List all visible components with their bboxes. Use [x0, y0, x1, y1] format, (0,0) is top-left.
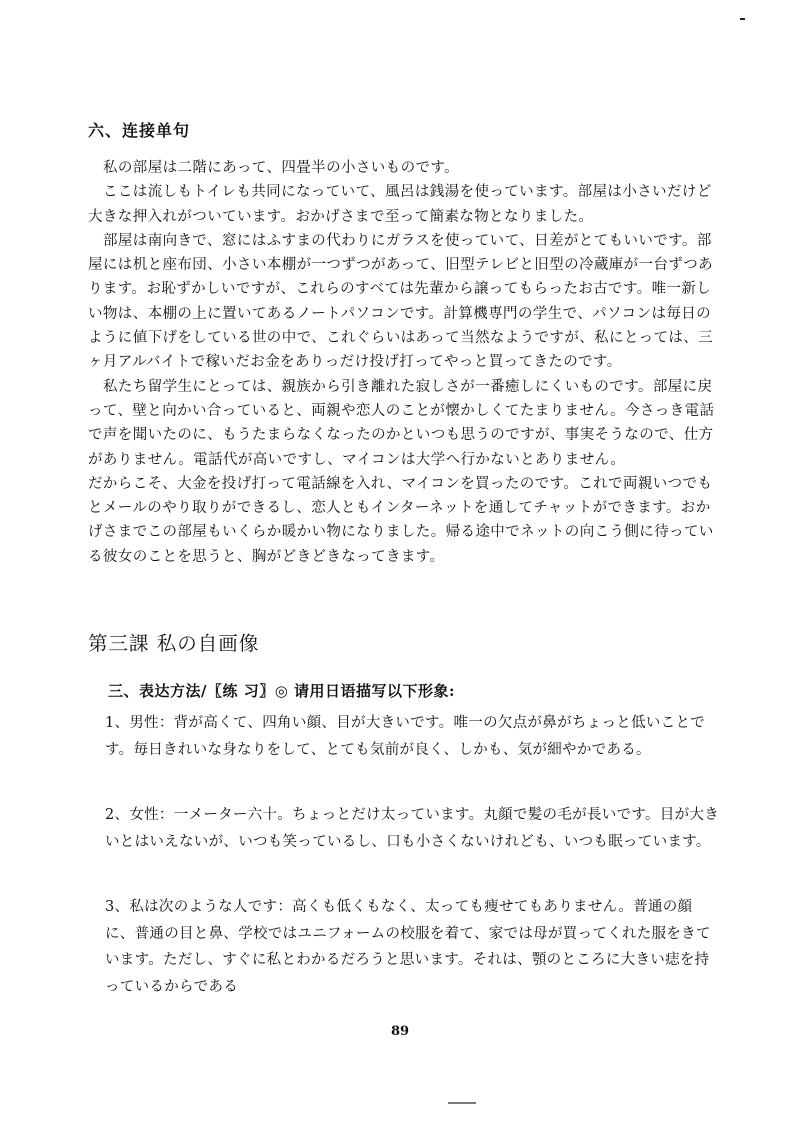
paragraph-1: 私の部屋は二階にあって、四畳半の小さいものです。 — [103, 160, 460, 176]
paragraph-3: 部屋は南向きで、窓にはふすまの代わりにガラスを使っていて、日差がとてもいいです。部屋には机と座布団、小さい本棚が一つずつがあって、旧型テレビと旧型の冷蔵庫が一台ずつあります。お恥ずかしいですが、これらのすべては先輩から譲ってもらったお古です。唯一新しい物は、本棚の上に置いてあるノートパソコンです。計算機専門の学生で、パソコンは毎日のように値下げをしている世の中で、これぐらいはあって当然なようですが、私にとっては、三ヶ月アルバイトで稼いだお金をありっだけ投げ打ってやっと買ってきたのです。 — [88, 232, 714, 371]
page-number: 89 — [390, 1024, 410, 1039]
lesson-title: 第三課 私の自画像 — [88, 632, 260, 655]
scan-speck — [740, 18, 745, 20]
exercise-item-1 — [105, 710, 720, 763]
exercise-heading: 三、表达方法/〖练 习〗◎ 请用日语描写以下形象: — [108, 682, 456, 700]
exercise-item-2 — [105, 802, 720, 855]
paragraph-2: ここは流しもトイレも共同になっていて、風呂は銭湯を使っています。部屋は小さいだけど大きな押入れがついています。おかげさまで至って簡素な物となりました。 — [88, 184, 712, 225]
exercise-item-3 — [105, 894, 720, 1000]
scan-speck — [448, 1102, 476, 1104]
exercise-item-text: 2、女性：一メーター六十。ちょっとだけ太っています。丸顔で髪の毛が長いです。目が大きいとはいえないが、いつも笑っているし、口も小さくないけれども、いつも眠っています。 — [105, 807, 720, 850]
section-body — [88, 156, 718, 569]
section-heading: 六、连接单句 — [88, 121, 191, 140]
paragraph-4: 私たち留学生にとっては、親族から引き離れた寂しさが一番癒しにくいものです。部屋に戻って、壁と向かい合っていると、両親や恋人のことが懐かしくてたまりません。今さっき電話で声を聞いたのに、もうたまらなくなったのかといつも思うのですが、事実そうなので、仕方がありません。電話代が高いですし、マイコンは大学へ行かないとありません。 — [88, 378, 715, 468]
paragraph-5: だからこそ、大金を投げ打って電話線を入れ、マイコンを買ったのです。これで両親いつでもとメールのやり取りができるし、恋人ともインターネットを通してチャットができます。おかげさまでこの部屋もいくらか暖かい物になりました。帰る途中でネットの向こう側に待っている彼女のことを思うと、胸がどきどきなってきます。 — [88, 475, 714, 565]
exercise-item-text: 3、私は次のような人です：高くも低くもなく、太っても痩せてもありません。普通の顔に、普通の目と鼻、学校ではユニフォームの校服を着て、家では母が買ってくれた服をきています。ただし、すぐに私とわかるだろうと思います。それは、顎のところに大きい痣を持っているからである — [105, 899, 711, 995]
exercise-item-text: 1、男性：背が高くて、四角い顔、目が大きいです。唯一の欠点が鼻がちょっと低いことです。毎日きれいな身なりをして、とても気前が良く、しかも、気が細やかである。 — [105, 715, 706, 758]
